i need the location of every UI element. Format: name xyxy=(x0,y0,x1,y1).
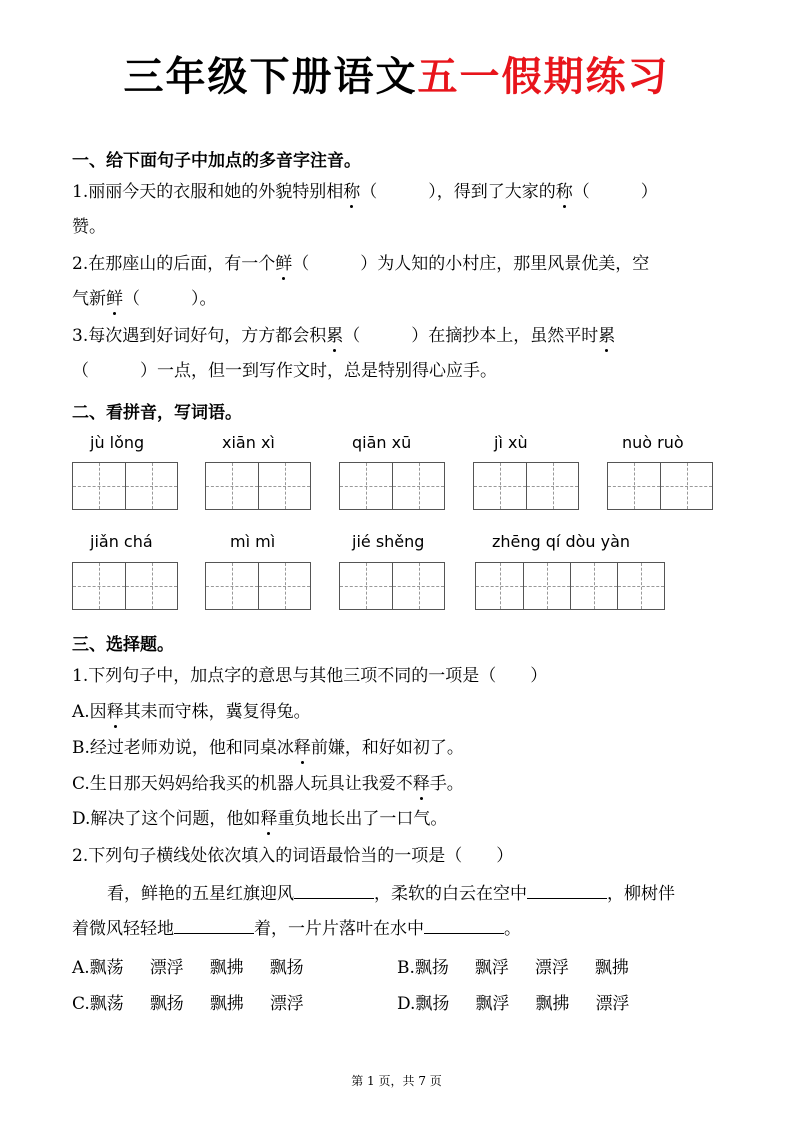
answer-blank-4[interactable] xyxy=(424,917,504,934)
s3-q2-passage-line2: 着微风轻轻地 着，一片片落叶在水中 。 xyxy=(72,919,521,939)
s1-q3-line1: 3.每次遇到好词好句，方方都会积累（ ）在摘抄本上，虽然平时累 xyxy=(72,326,616,346)
page-footer: 第 1 页，共 7 页 xyxy=(351,1074,442,1088)
s3-q2-option-d: D.飘扬 飘浮 飘拂 漂浮 xyxy=(397,994,630,1014)
section-2-heading: 二、看拼音，写词语。 xyxy=(72,403,242,423)
writing-grid-8[interactable] xyxy=(339,562,445,610)
answer-blank-1[interactable] xyxy=(294,882,374,899)
writing-grid-7[interactable] xyxy=(205,562,311,610)
s3-q2-option-a: A.飘荡 漂浮 飘拂 飘扬 xyxy=(72,958,304,978)
s1-q3-line2: （ ）一点，但一到写作文时，总是特别得心应手。 xyxy=(72,361,497,381)
pinyin-8: jié shěng xyxy=(352,532,425,551)
s1-q1-line1: 1.丽丽今天的衣服和她的外貌特别相称（ ），得到了大家的称（ ） xyxy=(72,182,658,202)
pinyin-3: qiān xū xyxy=(352,433,412,452)
writing-grid-3[interactable] xyxy=(339,462,445,510)
answer-blank-2[interactable] xyxy=(527,882,607,899)
s1-q2-line1: 2.在那座山的后面，有一个鲜（ ）为人知的小村庄，那里风景优美，空 xyxy=(72,254,650,274)
section-3-heading: 三、选择题。 xyxy=(72,635,174,655)
s3-q1-option-c: C.生日那天妈妈给我买的机器人玩具让我爱不释手。 xyxy=(72,774,464,794)
pinyin-9: zhēng qí dòu yàn xyxy=(492,532,631,551)
s3-q1: 1.下列句子中，加点字的意思与其他三项不同的一项是（ ） xyxy=(72,666,548,686)
s3-q1-option-d: D.解决了这个问题，他如释重负地长出了一口气。 xyxy=(72,809,448,829)
writing-grid-6[interactable] xyxy=(72,562,178,610)
pinyin-5: nuò ruò xyxy=(622,433,684,452)
title-red: 五一假期练习 xyxy=(417,54,670,100)
section-1-heading: 一、给下面句子中加点的多音字注音。 xyxy=(72,151,361,171)
page-title xyxy=(0,52,793,102)
s3-q2-option-b: B.飘扬 飘浮 漂浮 飘拂 xyxy=(397,958,629,978)
pinyin-4: jì xù xyxy=(494,433,528,452)
title-black: 三年级下册语文 xyxy=(123,54,418,100)
pinyin-6: jiǎn chá xyxy=(90,532,153,551)
pinyin-2: xiān xì xyxy=(222,433,275,452)
answer-blank-3[interactable] xyxy=(174,917,254,934)
s1-q1-line2: 赞。 xyxy=(72,217,106,237)
s3-q1-option-b: B.经过老师劝说，他和同桌冰释前嫌，和好如初了。 xyxy=(72,738,464,758)
s3-q2-passage-line1: 看，鲜艳的五星红旗迎风 ，柔软的白云在空中 ，柳树伴 xyxy=(107,884,675,904)
s3-q2: 2.下列句子横线处依次填入的词语最恰当的一项是（ ） xyxy=(72,846,514,866)
writing-grid-4[interactable] xyxy=(473,462,579,510)
s1-q2-line2: 气新鲜（ ）。 xyxy=(72,289,217,309)
writing-grid-1[interactable] xyxy=(72,462,178,510)
pinyin-1: jù lǒng xyxy=(90,433,145,452)
pinyin-7: mì mì xyxy=(230,532,276,551)
s3-q1-option-a: A.因释其耒而守株，冀复得兔。 xyxy=(72,702,311,722)
writing-grid-9[interactable] xyxy=(475,562,665,610)
writing-grid-5[interactable] xyxy=(607,462,713,510)
s3-q2-option-c: C.飘荡 飘扬 飘拂 漂浮 xyxy=(72,994,304,1014)
writing-grid-2[interactable] xyxy=(205,462,311,510)
